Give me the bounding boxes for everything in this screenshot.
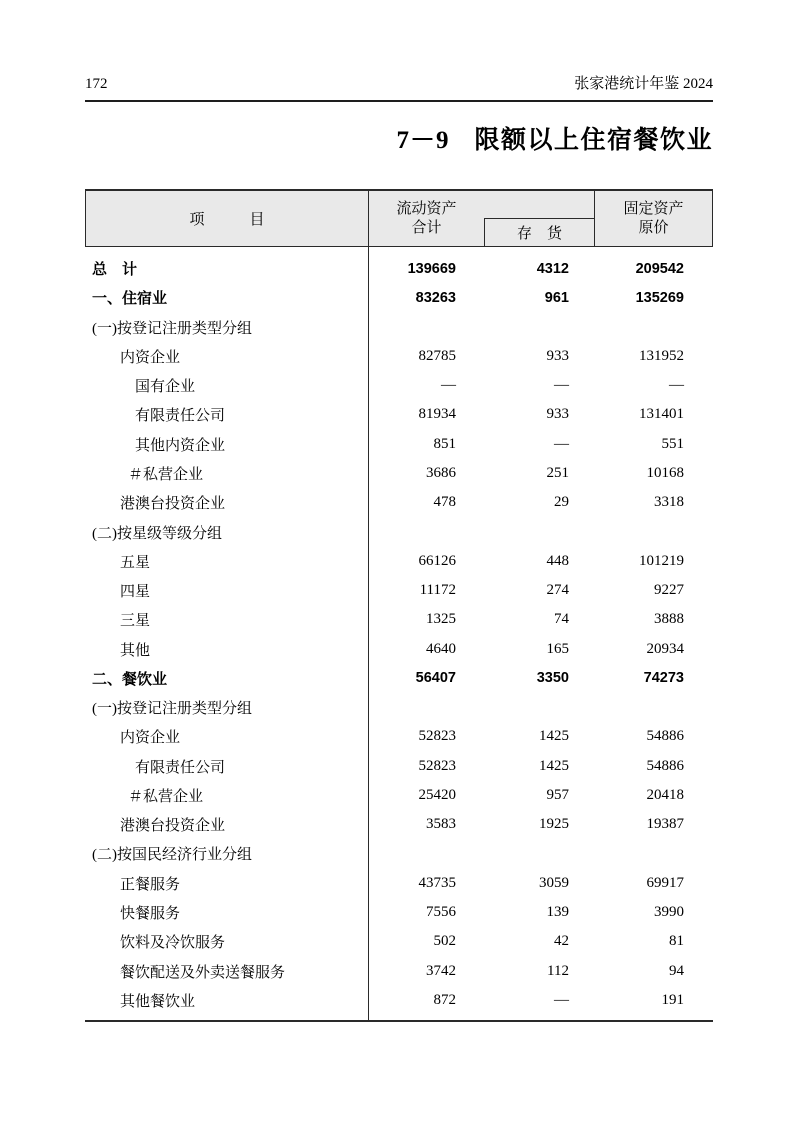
- table-row: [85, 839, 713, 868]
- stat-table: [85, 189, 713, 1022]
- row-value-inventory: 3059: [539, 874, 569, 891]
- page-number: 172: [85, 76, 108, 92]
- row-label: 总 计: [92, 262, 138, 279]
- row-value-current-assets-total: 56407: [415, 670, 456, 687]
- header-fixed-assets-line2: 原价: [638, 219, 669, 236]
- row-value-inventory: 961: [544, 289, 569, 306]
- page-title: [85, 125, 713, 157]
- row-label: 三星: [120, 613, 151, 630]
- row-value-current-assets-total: 43735: [418, 874, 456, 891]
- row-value-fixed-assets-original: 3990: [654, 903, 684, 920]
- row-label: 四星: [120, 584, 151, 601]
- row-label: 国有企业: [135, 379, 196, 396]
- row-value-fixed-assets-original: 19387: [646, 816, 684, 833]
- row-value-current-assets-total: 3686: [426, 464, 456, 481]
- row-label: 五星: [120, 554, 151, 571]
- row-value-inventory: 165: [546, 640, 569, 657]
- row-label: (一)按登记注册类型分组: [92, 320, 252, 337]
- row-value-fixed-assets-original: —: [669, 377, 684, 394]
- row-value-current-assets-total: 52823: [418, 728, 456, 745]
- header-inventory-cell: [484, 218, 594, 246]
- yearbook-title: 张家港统计年鉴 2024: [574, 76, 713, 92]
- row-label: 一、住宿业: [92, 291, 168, 308]
- row-value-fixed-assets-original: 20934: [646, 640, 684, 657]
- table-row: [85, 283, 713, 312]
- row-value-current-assets-total: 83263: [415, 289, 456, 306]
- table-row: [85, 722, 713, 751]
- row-value-current-assets-total: 502: [433, 933, 456, 950]
- table-row: [85, 898, 713, 927]
- table-number: 7－9: [396, 127, 450, 154]
- row-value-inventory: 1925: [539, 816, 569, 833]
- column-divider: [368, 247, 369, 1020]
- table-row: [85, 488, 713, 517]
- table-title-text: 限额以上住宿餐饮业: [474, 127, 713, 154]
- table-row: [85, 605, 713, 634]
- row-label: 二、餐饮业: [92, 671, 168, 688]
- row-value-current-assets-total: 52823: [418, 757, 456, 774]
- row-value-inventory: —: [554, 435, 569, 452]
- row-value-fixed-assets-original: 20418: [646, 786, 684, 803]
- table-row: [85, 781, 713, 810]
- row-value-fixed-assets-original: 131952: [639, 347, 684, 364]
- row-value-fixed-assets-original: 191: [661, 991, 684, 1008]
- row-label: 港澳台投资企业: [120, 818, 226, 835]
- table-row: [85, 459, 713, 488]
- row-value-fixed-assets-original: 131401: [639, 406, 684, 423]
- table-row: [85, 693, 713, 722]
- row-value-inventory: 933: [546, 406, 569, 423]
- row-label: (一)按登记注册类型分组: [92, 701, 252, 718]
- row-value-current-assets-total: 7556: [426, 903, 456, 920]
- row-value-current-assets-total: 851: [433, 435, 456, 452]
- table-row: [85, 313, 713, 342]
- row-value-fixed-assets-original: 3318: [654, 494, 684, 511]
- row-label: 内资企业: [120, 349, 181, 366]
- row-value-inventory: 139: [546, 903, 569, 920]
- row-value-inventory: 29: [554, 494, 569, 511]
- row-label: ＃私营企业: [128, 788, 204, 805]
- row-label: 餐饮配送及外卖送餐服务: [120, 964, 286, 981]
- row-value-current-assets-total: 4640: [426, 640, 456, 657]
- row-value-fixed-assets-original: 69917: [646, 874, 684, 891]
- row-value-current-assets-total: 81934: [418, 406, 456, 423]
- table-row: [85, 547, 713, 576]
- table-header: [85, 189, 713, 247]
- row-label: 其他餐饮业: [120, 993, 196, 1010]
- row-label: 有限责任公司: [135, 759, 226, 776]
- row-value-fixed-assets-original: 81: [669, 933, 684, 950]
- table-row: [85, 400, 713, 429]
- table-row: [85, 342, 713, 371]
- row-value-current-assets-total: 11172: [419, 582, 456, 599]
- row-label: 其他内资企业: [135, 437, 226, 454]
- table-row: [85, 869, 713, 898]
- row-value-fixed-assets-original: 74273: [643, 670, 684, 687]
- row-value-inventory: 1425: [539, 757, 569, 774]
- row-value-inventory: 74: [554, 611, 569, 628]
- row-value-inventory: —: [554, 377, 569, 394]
- row-value-fixed-assets-original: 54886: [646, 728, 684, 745]
- row-value-fixed-assets-original: 101219: [639, 552, 684, 569]
- table-row: [85, 254, 713, 283]
- header-current-assets-cell: [369, 191, 484, 246]
- row-label: ＃私营企业: [128, 466, 204, 483]
- row-value-fixed-assets-original: 94: [669, 962, 684, 979]
- header-inventory-label: 存 货: [516, 226, 562, 242]
- header-current-assets-line2: 合计: [411, 219, 442, 236]
- row-label: 港澳台投资企业: [120, 496, 226, 513]
- row-label: 内资企业: [120, 730, 181, 747]
- table-body: [85, 247, 713, 1022]
- table-row: [85, 634, 713, 663]
- table-row: [85, 371, 713, 400]
- row-value-current-assets-total: 478: [433, 494, 456, 511]
- row-value-current-assets-total: 1325: [426, 611, 456, 628]
- table-row: [85, 810, 713, 839]
- row-value-current-assets-total: 3583: [426, 816, 456, 833]
- row-label: 快餐服务: [120, 905, 181, 922]
- row-value-current-assets-total: 139669: [407, 260, 456, 277]
- row-value-inventory: 4312: [536, 260, 569, 277]
- row-value-inventory: 3350: [536, 670, 569, 687]
- row-value-fixed-assets-original: 551: [661, 435, 684, 452]
- row-label: (二)按国民经济行业分组: [92, 847, 252, 864]
- row-value-inventory: —: [554, 991, 569, 1008]
- row-value-current-assets-total: 3742: [426, 962, 456, 979]
- row-value-inventory: 957: [546, 786, 569, 803]
- row-label: 正餐服务: [120, 876, 181, 893]
- row-value-inventory: 42: [554, 933, 569, 950]
- row-label: 其他: [120, 642, 151, 659]
- header-fixed-assets-cell: [594, 191, 712, 246]
- table-row: [85, 986, 713, 1015]
- header-fixed-assets-line1: 固定资产: [623, 200, 684, 217]
- row-label: 饮料及冷饮服务: [120, 935, 226, 952]
- row-value-fixed-assets-original: 9227: [654, 582, 684, 599]
- row-value-inventory: 274: [546, 582, 569, 599]
- row-value-current-assets-total: 25420: [418, 786, 456, 803]
- row-value-current-assets-total: —: [441, 377, 456, 394]
- page-header: [85, 75, 713, 93]
- row-value-current-assets-total: 872: [433, 991, 456, 1008]
- row-value-fixed-assets-original: 135269: [635, 289, 684, 306]
- row-value-fixed-assets-original: 54886: [646, 757, 684, 774]
- row-value-current-assets-total: 66126: [418, 552, 456, 569]
- header-item-label: 项 目: [189, 212, 265, 228]
- row-value-inventory: 112: [547, 962, 569, 979]
- table-row: [85, 430, 713, 459]
- table-row: [85, 927, 713, 956]
- row-value-fixed-assets-original: 10168: [646, 464, 684, 481]
- header-item-cell: [86, 191, 369, 246]
- row-value-inventory: 448: [546, 552, 569, 569]
- row-value-fixed-assets-original: 3888: [654, 611, 684, 628]
- table-row: [85, 664, 713, 693]
- row-value-inventory: 1425: [539, 728, 569, 745]
- row-value-inventory: 933: [546, 347, 569, 364]
- row-value-current-assets-total: 82785: [418, 347, 456, 364]
- row-label: 有限责任公司: [135, 408, 226, 425]
- row-value-fixed-assets-original: 209542: [635, 260, 684, 277]
- table-row: [85, 752, 713, 781]
- row-value-inventory: 251: [546, 464, 569, 481]
- table-row: [85, 956, 713, 985]
- header-rule: [85, 100, 713, 102]
- table-row: [85, 517, 713, 546]
- row-label: (二)按星级等级分组: [92, 525, 222, 542]
- header-current-assets-line1: 流动资产: [396, 200, 457, 217]
- table-row: [85, 576, 713, 605]
